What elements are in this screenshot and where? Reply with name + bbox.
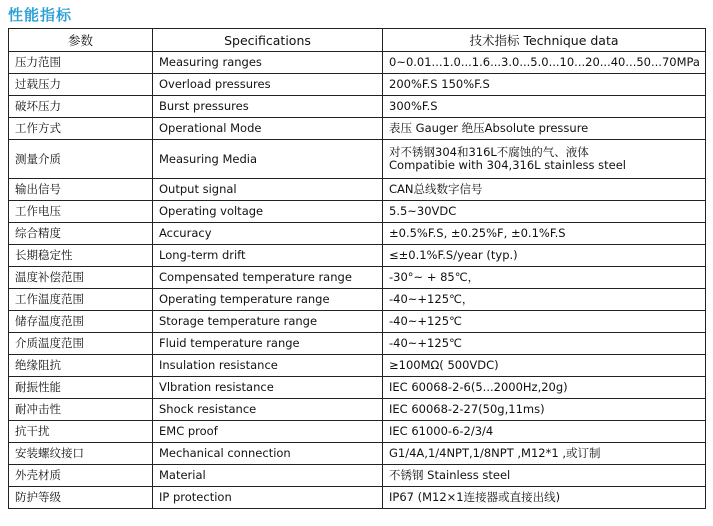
param-cell: 绝缘阻抗 [9, 355, 153, 377]
spec-cell: Burst pressures [153, 96, 383, 118]
header-param: 参数 [9, 29, 153, 52]
data-cell [383, 201, 706, 223]
data-line: -40~+125℃ [389, 314, 462, 328]
data-line: G1/4A,1/4NPT,1/8NPT ,M12*1 ,或订制 [389, 446, 601, 460]
spec-cell: Insulation resistance [153, 355, 383, 377]
data-line: 200%F.S 150%F.S [389, 77, 490, 91]
data-line: 表压 Gauger 绝压Absolute pressure [389, 121, 589, 135]
table-row [9, 465, 706, 487]
data-line: 对不锈钢304和316L不腐蚀的气、液体 [389, 145, 589, 159]
data-cell [383, 399, 706, 421]
data-line: -40~+125℃ [389, 336, 462, 350]
data-line: ≥100MΩ( 500VDC) [389, 358, 499, 372]
param-cell: 输出信号 [9, 179, 153, 201]
data-cell [383, 421, 706, 443]
param-cell: 工作方式 [9, 118, 153, 140]
param-cell: 外壳材质 [9, 465, 153, 487]
table-row [9, 118, 706, 140]
data-line: -30°~ + 85℃， [389, 270, 480, 284]
data-line: -40~+125℃， [389, 292, 474, 306]
data-line: CAN总线数字信号 [389, 182, 483, 196]
param-cell: 安装螺纹接口 [9, 443, 153, 465]
table-row [9, 333, 706, 355]
table-row [9, 355, 706, 377]
data-cell [383, 223, 706, 245]
spec-table [8, 28, 706, 509]
header-data: 技术指标 Technique data [383, 29, 706, 52]
data-line: ≤±0.1%F.S/year (typ.) [389, 248, 518, 262]
header-spec: Specifications [153, 29, 383, 52]
spec-cell: Measuring Media [153, 140, 383, 179]
param-cell: 长期稳定性 [9, 245, 153, 267]
table-row [9, 443, 706, 465]
table-row [9, 223, 706, 245]
param-cell: 过载压力 [9, 74, 153, 96]
spec-cell: Storage temperature range [153, 311, 383, 333]
table-row [9, 74, 706, 96]
table-row [9, 201, 706, 223]
data-cell [383, 245, 706, 267]
spec-cell: Accuracy [153, 223, 383, 245]
data-cell [383, 140, 706, 179]
spec-cell: IP protection [153, 487, 383, 509]
spec-cell: Output signal [153, 179, 383, 201]
data-cell [383, 355, 706, 377]
data-line: Compatibie with 304,316L stainless steel [389, 158, 627, 172]
table-row [9, 399, 706, 421]
table-row [9, 487, 706, 509]
data-line: ±0.5%F.S, ±0.25%F, ±0.1%F.S [389, 226, 566, 240]
data-cell [383, 52, 706, 74]
data-line: IEC 61000-6-2/3/4 [389, 424, 494, 438]
table-row [9, 289, 706, 311]
spec-cell: Material [153, 465, 383, 487]
table-row [9, 377, 706, 399]
data-line: 5.5~30VDC [389, 204, 457, 218]
param-cell: 压力范围 [9, 52, 153, 74]
data-line: 300%F.S [389, 99, 438, 113]
spec-cell: Shock resistance [153, 399, 383, 421]
param-cell: 抗干扰 [9, 421, 153, 443]
spec-cell: Compensated temperature range [153, 267, 383, 289]
table-row [9, 52, 706, 74]
data-line: IEC 60068-2-27(50g,11ms) [389, 402, 545, 416]
data-cell [383, 311, 706, 333]
spec-cell: Long-term drift [153, 245, 383, 267]
data-cell [383, 74, 706, 96]
param-cell: 耐振性能 [9, 377, 153, 399]
data-line: 0~0.01...1.0...1.6...3.0...5.0...10...20...40...50...70MPa [389, 55, 700, 69]
data-line: 不锈钢 Stainless steel [389, 468, 511, 482]
param-cell: 储存温度范围 [9, 311, 153, 333]
data-cell [383, 377, 706, 399]
spec-cell: Vlbration resistance [153, 377, 383, 399]
data-cell [383, 267, 706, 289]
spec-cell: Measuring ranges [153, 52, 383, 74]
data-cell [383, 96, 706, 118]
table-row [9, 245, 706, 267]
data-cell [383, 333, 706, 355]
table-row [9, 179, 706, 201]
spec-cell: EMC proof [153, 421, 383, 443]
table-row [9, 267, 706, 289]
table-row [9, 421, 706, 443]
data-line: IP67 (M12×1连接器或直接出线) [389, 490, 561, 504]
spec-cell: Mechanical connection [153, 443, 383, 465]
data-cell [383, 465, 706, 487]
table-row [9, 311, 706, 333]
param-cell: 工作温度范围 [9, 289, 153, 311]
spec-table-body [9, 52, 706, 509]
spec-cell: Operating voltage [153, 201, 383, 223]
data-line: IEC 60068-2-6(5...2000Hz,20g) [389, 380, 568, 394]
spec-cell: Overload pressures [153, 74, 383, 96]
param-cell: 防护等级 [9, 487, 153, 509]
spec-cell: Fluid temperature range [153, 333, 383, 355]
param-cell: 综合精度 [9, 223, 153, 245]
table-row [9, 96, 706, 118]
spec-cell: Operational Mode [153, 118, 383, 140]
data-cell [383, 118, 706, 140]
data-cell [383, 289, 706, 311]
data-cell [383, 487, 706, 509]
param-cell: 破坏压力 [9, 96, 153, 118]
page-title: 性能指标 [8, 6, 73, 24]
param-cell: 测量介质 [9, 140, 153, 179]
table-row [9, 140, 706, 179]
param-cell: 温度补偿范围 [9, 267, 153, 289]
spec-cell: Operating temperature range [153, 289, 383, 311]
data-cell [383, 179, 706, 201]
param-cell: 介质温度范围 [9, 333, 153, 355]
data-cell [383, 443, 706, 465]
param-cell: 耐冲击性 [9, 399, 153, 421]
table-header-row [9, 29, 706, 52]
param-cell: 工作电压 [9, 201, 153, 223]
